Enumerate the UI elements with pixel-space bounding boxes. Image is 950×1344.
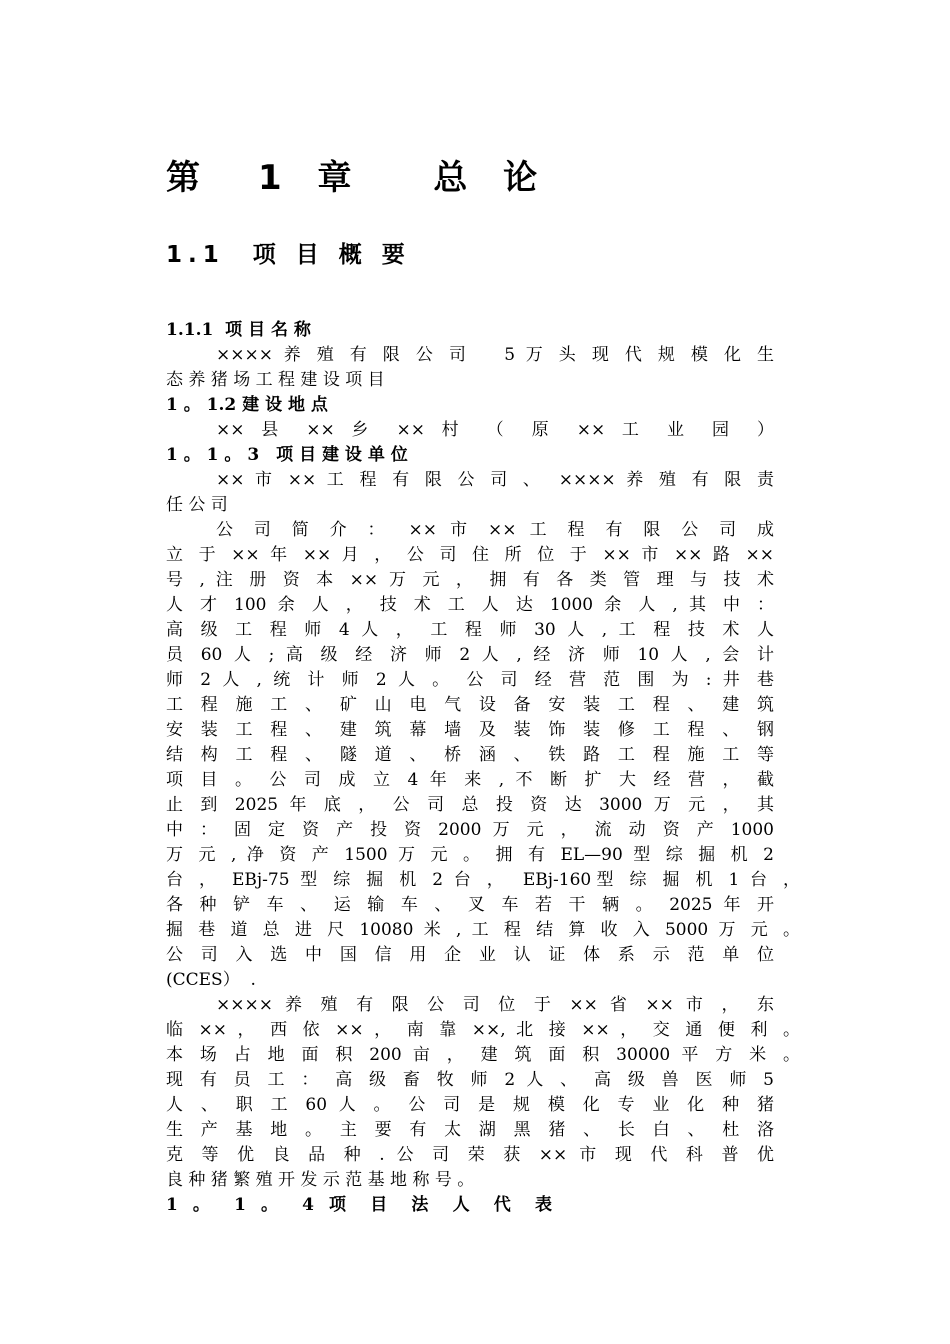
text-line: 任 公 司 xyxy=(166,495,228,515)
subsection-heading: 1.1.1 项 目 名 称 xyxy=(166,320,311,340)
subsection-heading: 1 。 1 。 3 项 目 建 设 单 位 xyxy=(166,445,408,465)
text-line: 态 养 猪 场 工 程 建 设 项 目 xyxy=(166,370,385,390)
text-line: 人 才 100 余 人 ， 技 术 工 人 达 1000 余 人 , 其 中 ： xyxy=(166,595,774,615)
body-text xyxy=(166,318,806,1218)
text-line: 公 司 简 介 ： ×× 市 ×× 工 程 有 限 公 司 成 xyxy=(216,520,774,540)
text-line: 临 ×× ， 西 依 ×× ， 南 靠 ××, 北 接 ×× ， 交 通 便 利 。 xyxy=(166,1020,800,1040)
text-line: ×× 县 ×× 乡 ×× 村 （ 原 ×× 工 业 园 ） xyxy=(216,420,774,440)
section-title: 1.1 项 目 概 要 xyxy=(166,242,411,268)
text-line: (CCES） . xyxy=(166,970,256,990)
subsection-heading: 1 。 1 。 4 项 目 法 人 代 表 xyxy=(166,1195,552,1215)
text-line: 立 于 ×× 年 ×× 月 ， 公 司 住 所 位 于 ×× 市 ×× 路 ×× xyxy=(166,545,774,565)
text-line: 掘 巷 道 总 进 尺 10080 米 , 工 程 结 算 收 入 5000 万 元 。 xyxy=(166,920,800,940)
text-line: 公 司 入 选 中 国 信 用 企 业 认 证 体 系 示 范 单 位 xyxy=(166,945,774,965)
text-line: ×××× 养 殖 有 限 公 司 5 万 头 现 代 规 模 化 生 xyxy=(216,345,774,365)
text-line: ×× 市 ×× 工 程 有 限 公 司 、 ×××× 养 殖 有 限 责 xyxy=(216,470,774,490)
chapter-title: 第 1 章 总 论 xyxy=(166,158,550,198)
text-line: 生 产 基 地 。 主 要 有 太 湖 黑 猪 、 长 白 、 杜 洛 xyxy=(166,1120,774,1140)
text-line: 台 ， EBj-75 型 综 掘 机 2 台 ， EBj-160型 综 掘 机 1 台 ， xyxy=(166,870,800,890)
text-line: 员 60 人 ; 高 级 经 济 师 2 人 , 经 济 师 10 人 , 会 计 xyxy=(166,645,774,665)
text-line: 师 2 人 , 统 计 师 2 人 。 公 司 经 营 范 围 为 : 井 巷 xyxy=(166,670,774,690)
text-line: 号 , 注 册 资 本 ×× 万 元 ， 拥 有 各 类 管 理 与 技 术 xyxy=(166,570,774,590)
text-line: 工 程 施 工 、 矿 山 电 气 设 备 安 装 工 程 、 建 筑 xyxy=(166,695,774,715)
text-line: 安 装 工 程 、 建 筑 幕 墙 及 装 饰 装 修 工 程 、 钢 xyxy=(166,720,774,740)
text-line: 良 种 猪 繁 殖 开 发 示 范 基 地 称 号 。 xyxy=(166,1170,475,1190)
text-line: 克 等 优 良 品 种 . 公 司 荣 获 ×× 市 现 代 科 普 优 xyxy=(166,1145,774,1165)
text-line: 项 目 。 公 司 成 立 4 年 来 , 不 断 扩 大 经 营 ， 截 xyxy=(166,770,774,790)
subsection-heading: 1 。 1.2 建 设 地 点 xyxy=(166,395,328,415)
text-line: 人 、 职 工 60 人 。 公 司 是 规 模 化 专 业 化 种 猪 xyxy=(166,1095,774,1115)
text-line: 现 有 员 工 ： 高 级 畜 牧 师 2 人 、 高 级 兽 医 师 5 xyxy=(166,1070,774,1090)
text-line: 止 到 2025 年 底 ， 公 司 总 投 资 达 3000 万 元 ， 其 xyxy=(166,795,774,815)
text-line: 本 场 占 地 面 积 200 亩 ， 建 筑 面 积 30000 平 方 米 。 xyxy=(166,1045,800,1065)
text-line: ×××× 养 殖 有 限 公 司 位 于 ×× 省 ×× 市 ， 东 xyxy=(216,995,774,1015)
text-line: 高 级 工 程 师 4 人 ， 工 程 师 30 人 , 工 程 技 术 人 xyxy=(166,620,774,640)
text-line: 结 构 工 程 、 隧 道 、 桥 涵 、 铁 路 工 程 施 工 等 xyxy=(166,745,774,765)
text-line: 各 种 铲 车 、 运 输 车 、 叉 车 若 干 辆 。 2025 年 开 xyxy=(166,895,774,915)
text-line: 万 元 , 净 资 产 1500 万 元 。 拥 有 EL—90 型 综 掘 机 2 xyxy=(166,845,774,865)
text-line: 中 ： 固 定 资 产 投 资 2000 万 元 ， 流 动 资 产 1000 xyxy=(166,820,774,840)
